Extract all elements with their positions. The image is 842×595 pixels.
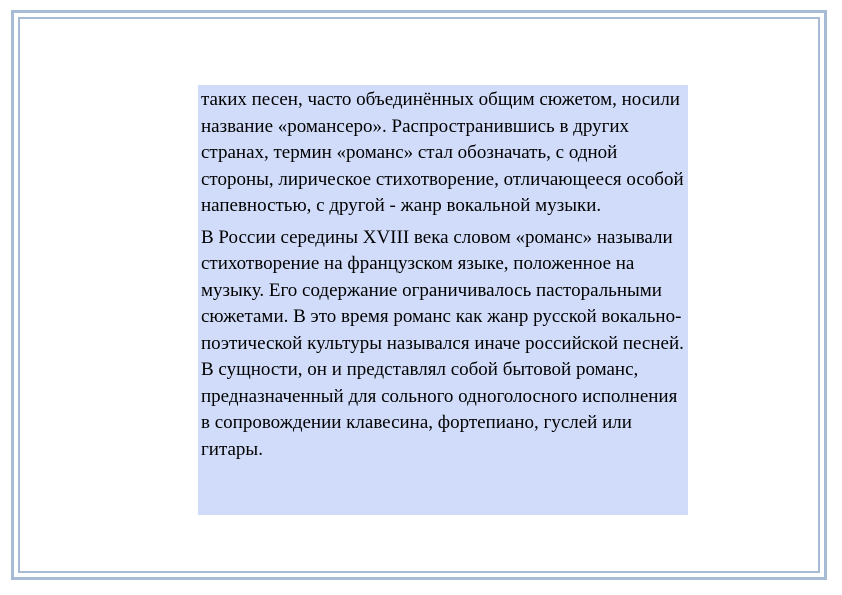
paragraph-russia-romance: В России середины XVIII века словом «романс» называли стихотворение на французском языке, положенное на музыку. Его содержание ограничивалось пасторальными сюжетами. В это время романс как жанр русской вокально-поэтической культуры назывался иначе российской песней. В сущности, он и представлял собой бытовой романс, предназначенный для сольного одноголосного исполнения в сопровождении клавесина, фортепиано, гуслей или гитары.	[201, 226, 684, 460]
paragraph-romancero: таких песен, часто объединённых общим сюжетом, носили название «романсеро». Распространившись в других странах, термин «романс» стал обозначать, с одной стороны, лирическое стихотворение, отличающееся особой напевностью, с другой - жанр вокальной музыки.	[201, 89, 684, 216]
text-box	[198, 85, 688, 515]
